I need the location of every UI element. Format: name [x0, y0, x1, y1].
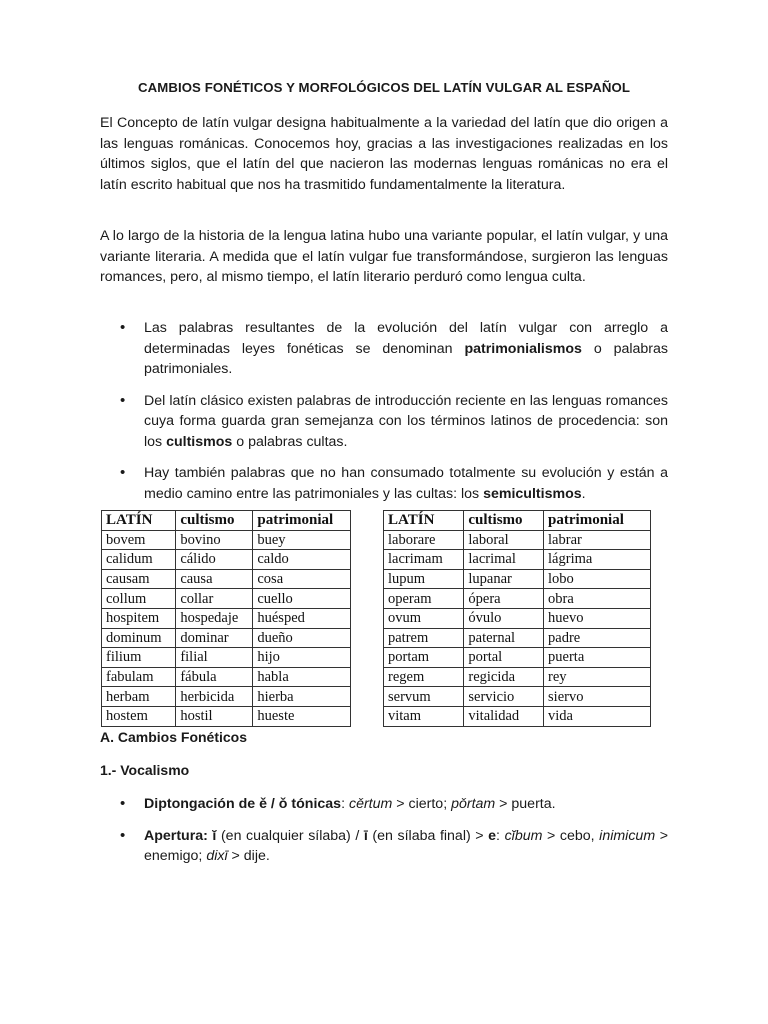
table-row [384, 648, 651, 668]
table-row [102, 687, 351, 707]
table-row [384, 550, 651, 570]
intro-paragraph: El Concepto de latín vulgar designa habitualmente a la variedad del latín que dio origen a las lenguas románicas. Conocemos hoy, gracias a las investigaciones realizadas en los últimos siglos, que el latín del que nacieron las modernas lenguas románicas no era el latín escrito habitual que nos ha trasmitido fundamentalmente la literatura. [100, 115, 668, 193]
table-cell: vida [544, 706, 651, 726]
table-cell: cosa [253, 569, 351, 589]
table-cell: fábula [176, 667, 253, 687]
table-cell: lupanar [464, 569, 544, 589]
table-cell: lacrimam [384, 550, 464, 570]
table-cell: patrem [384, 628, 464, 648]
table-row [384, 569, 651, 589]
table-cell: regicida [464, 667, 544, 687]
table-row [384, 608, 651, 628]
page-title: CAMBIOS FONÉTICOS Y MORFOLÓGICOS DEL LATÍN VULGAR AL ESPAÑOL [137, 80, 630, 95]
table-row [102, 530, 351, 550]
table-cell: hospitem [102, 608, 176, 628]
table-cell: huevo [544, 608, 651, 628]
table-cell: siervo [544, 687, 651, 707]
table-cell: hueste [253, 706, 351, 726]
table-row [384, 628, 651, 648]
table-cell: lacrimal [464, 550, 544, 570]
section-heading: A. Cambios Fonéticos [100, 729, 248, 745]
table-cell: puerta [544, 648, 651, 668]
table-cell: huésped [253, 608, 351, 628]
list-item: • Diptongación de ě / ǒ tónicas: cěrtum > cierto; pǒrtam > puerta. [100, 794, 668, 815]
table-row [384, 667, 651, 687]
table-row [102, 706, 351, 726]
table-header-row [384, 511, 651, 531]
history-paragraph: A lo largo de la historia de la lengua latina hubo una variante popular, el latín vulgar, y una variante literaria. A medida que el latín vulgar fue transformándose, surgieron las lenguas romances, pero, al mismo tiempo, el latín literario perduró como lengua culta. [100, 228, 668, 285]
table-row [102, 569, 351, 589]
column-header: patrimonial [544, 511, 651, 531]
table-row [384, 706, 651, 726]
table-row [384, 589, 651, 609]
table-header-row [102, 511, 351, 531]
table-cell: portal [464, 648, 544, 668]
table-cell: vitalidad [464, 706, 544, 726]
list-item: • Apertura: ĭ (en cualquier sílaba) / ī (en sílaba final) > e: cĭbum > cebo, inimicum > enemigo; dixī > dije. [100, 826, 668, 867]
column-header: cultismo [464, 511, 544, 531]
table-cell: hospedaje [176, 608, 253, 628]
table-cell: lupum [384, 569, 464, 589]
table-cell: dueño [253, 628, 351, 648]
table-cell: filial [176, 648, 253, 668]
table-cell: buey [253, 530, 351, 550]
table-cell: portam [384, 648, 464, 668]
table-cell: laborare [384, 530, 464, 550]
column-header: LATÍN [384, 511, 464, 531]
table-cell: óvulo [464, 608, 544, 628]
table-cell: calidum [102, 550, 176, 570]
table-cell: habla [253, 667, 351, 687]
table-cell: lobo [544, 569, 651, 589]
table-cell: herbam [102, 687, 176, 707]
table-cell: cálido [176, 550, 253, 570]
table-cell: regem [384, 667, 464, 687]
table-cell: filium [102, 648, 176, 668]
lexicon-table-left [101, 510, 351, 727]
lexicon-table-right [383, 510, 651, 727]
table-cell: paternal [464, 628, 544, 648]
table-cell: bovem [102, 530, 176, 550]
table-cell: ovum [384, 608, 464, 628]
table-cell: dominum [102, 628, 176, 648]
table-cell: collar [176, 589, 253, 609]
table-cell: operam [384, 589, 464, 609]
table-cell: laboral [464, 530, 544, 550]
table-cell: hostem [102, 706, 176, 726]
column-header: patrimonial [253, 511, 351, 531]
table-cell: padre [544, 628, 651, 648]
list-item: • Del latín clásico existen palabras de introducción reciente en las lenguas romances cuya forma guarda gran semejanza con los términos latinos de procedencia: son los cultismos o palabras cultas. [100, 391, 668, 453]
column-header: LATÍN [102, 511, 176, 531]
table-cell: labrar [544, 530, 651, 550]
table-cell: servum [384, 687, 464, 707]
table-cell: ópera [464, 589, 544, 609]
table-cell: bovino [176, 530, 253, 550]
table-row [384, 530, 651, 550]
table-cell: cuello [253, 589, 351, 609]
table-cell: dominar [176, 628, 253, 648]
table-row [102, 667, 351, 687]
table-cell: lágrima [544, 550, 651, 570]
table-cell: obra [544, 589, 651, 609]
table-row [102, 628, 351, 648]
subsection-heading: 1.- Vocalismo [100, 762, 190, 778]
column-header: cultismo [176, 511, 253, 531]
table-cell: caldo [253, 550, 351, 570]
list-item: • Las palabras resultantes de la evolución del latín vulgar con arreglo a determinadas leyes fonéticas se denominan patrimonialismos o palabras patrimoniales. [100, 318, 668, 380]
table-cell: herbicida [176, 687, 253, 707]
table-row [102, 608, 351, 628]
table-cell: hijo [253, 648, 351, 668]
table-cell: rey [544, 667, 651, 687]
table-cell: causam [102, 569, 176, 589]
list-item: • Hay también palabras que no han consumado totalmente su evolución y están a medio camino entre las patrimoniales y las cultas: los semicultismos. [100, 463, 668, 504]
table-cell: hostil [176, 706, 253, 726]
table-row [102, 589, 351, 609]
table-cell: collum [102, 589, 176, 609]
table-cell: vitam [384, 706, 464, 726]
table-cell: hierba [253, 687, 351, 707]
table-cell: fabulam [102, 667, 176, 687]
vocalism-list [100, 794, 668, 878]
table-cell: servicio [464, 687, 544, 707]
table-cell: causa [176, 569, 253, 589]
table-row [102, 648, 351, 668]
table-row [384, 687, 651, 707]
table-row [102, 550, 351, 570]
word-types-list [100, 318, 668, 515]
